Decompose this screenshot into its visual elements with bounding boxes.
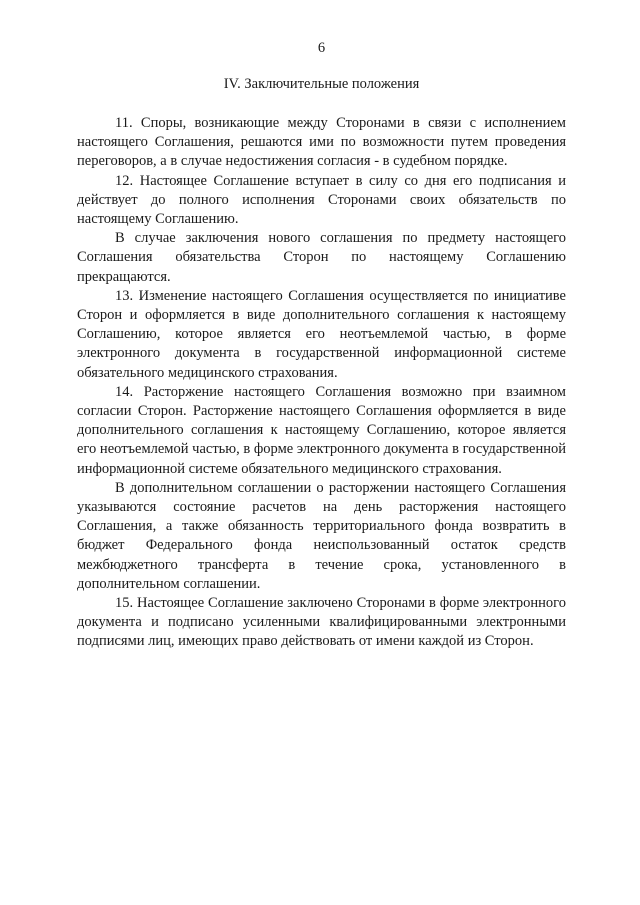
- paragraph-14: 14. Расторжение настоящего Соглашения возможно при взаимном согласии Сторон. Расторжение настоящего Соглашения оформляется в виде дополнительного соглашения к настоящему Соглашению, которое является его неотъемлемой частью, в форме электронного документа в государственной информационной системе обязательного медицинского страхования.: [77, 383, 566, 477]
- section-title: IV. Заключительные положения: [223, 76, 420, 92]
- paragraph-12: 12. Настоящее Соглашение вступает в силу со дня его подписания и действует до полного исполнения Сторонами своих обязательств по настоящему Соглашению.: [77, 172, 566, 228]
- document-body: [77, 114, 566, 652]
- paragraph-14-continuation: В дополнительном соглашении о расторжении настоящего Соглашения указываются состояние расчетов на день расторжения настоящего Соглашения, а также обязанность территориального фонда возвратить в бюджет Федерального фонда неиспользованный остаток средств межбюджетного трансферта в течение срока, установленного в дополнительном соглашении.: [77, 479, 566, 592]
- paragraph-13: 13. Изменение настоящего Соглашения осуществляется по инициативе Сторон и оформляется в виде дополнительного соглашения к настоящему Соглашению, которое является его неотъемлемой частью, в форме электронного документа в государственной информационной системе обязательного медицинского страхования.: [77, 287, 566, 381]
- page-number: 6: [317, 40, 326, 56]
- paragraph-15: 15. Настоящее Соглашение заключено Сторонами в форме электронного документа и подписано усиленными квалифицированными электронными подписями лиц, имеющих право действовать от имени каждой из Сторон.: [77, 595, 566, 650]
- paragraph-11: 11. Споры, возникающие между Сторонами в связи с исполнением настоящего Соглашения, решаются ими по возможности путем проведения переговоров, а в случае недостижения согласия - в судебном порядке.: [77, 115, 566, 170]
- paragraph-12-continuation: В случае заключения нового соглашения по предмету настоящего Соглашения обязательства Сторон по настоящему Соглашению прекращаются.: [77, 230, 566, 285]
